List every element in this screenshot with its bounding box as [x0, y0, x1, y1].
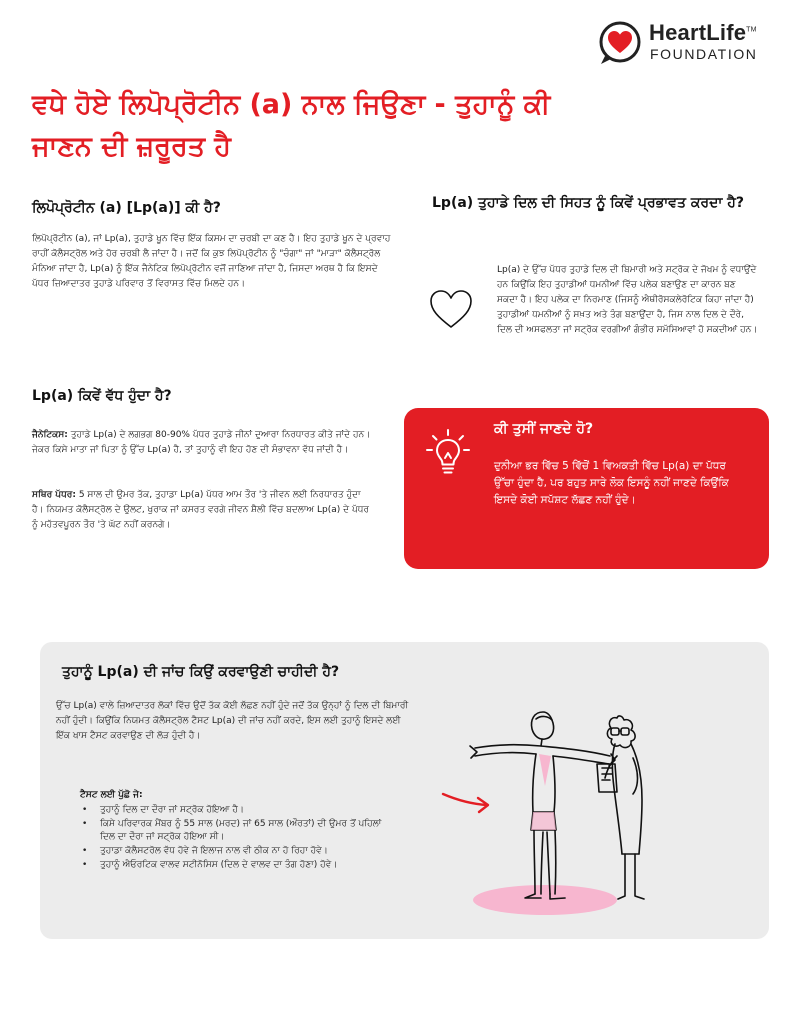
list-item: • ਤੁਹਾਨੂੰ ਐਓਰਟਿਕ ਵਾਲਵ ਸਟੀਨੋਸਿਸ (ਦਿਲ ਦੇ ਵਾਲਵ ਦਾ ਤੰਗ ਹੋਣਾ) ਹੋਵੇ। — [82, 860, 338, 870]
stable-level-paragraph — [32, 488, 372, 533]
list-item: • ਕਿਸੇ ਪਰਿਵਾਰਕ ਮੈਂਬਰ ਨੂੰ 55 ਸਾਲ (ਮਰਦ) ਜਾਂ 65 ਸਾਲ (ਔਰਤਾਂ) ਦੀ ਉਮਰ ਤੋਂ ਪਹਿਲਾਂ ਦਿਲ ਦਾ ਦੌਰਾ ਜਾਂ ਸਟ੍ਰੋਕ ਹੋਇਆ ਸੀ। — [82, 819, 382, 842]
callout-heading: ਕੀ ਤੁਸੀਂ ਜਾਣਦੇ ਹੋ? — [494, 421, 594, 437]
brand-name: HeartLife™ — [649, 20, 757, 45]
how-lpa-rises-heading: Lp(a) ਕਿਵੇਂ ਵੱਧ ਹੁੰਦਾ ਹੈ? — [32, 388, 172, 404]
heart-health-body: Lp(a) ਦੇ ਉੱਚ ਪੱਧਰ ਤੁਹਾਡੇ ਦਿਲ ਦੀ ਬਿਮਾਰੀ ਅਤੇ ਸਟ੍ਰੋਕ ਦੇ ਜੋਖਮ ਨੂੰ ਵਧਾਉਂਦੇ ਹਨ ਕਿਉਂਕਿ ਇਹ ਤੁਹਾਡੀਆਂ ਧਮਨੀਆਂ ਵਿੱਚ ਪਲੇਕ ਬਣਾਉਣ ਦਾ ਕਾਰਨ ਬਣ ਸਕਦਾ ਹੈ। ਇਹ ਪਲੇਕ ਦਾ ਨਿਰਮਾਣ (ਜਿਸਨੂੰ ਐਥੀਰੋਸਕਲੇਰੋਟਿਕ ਕਿਹਾ ਜਾਂਦਾ ਹੈ) ਤੁਹਾਡੀਆਂ ਧਮਨੀਆਂ ਨੂੰ ਸਖ਼ਤ ਅਤੇ ਤੰਗ ਬਣਾਉਂਦਾ ਹੈ, ਜਿਸ ਨਾਲ ਦਿਲ ਦੇ ਦੌਰੇ, ਦਿਲ ਦੀ ਅਸਫਲਤਾ ਜਾਂ ਸਟ੍ਰੋਕ ਵਰਗੀਆਂ ਗੰਭੀਰ ਸਮੱਸਿਆਵਾਂ ਹੋ ਸਕਦੀਆਂ ਹਨ। — [497, 265, 758, 335]
did-you-know-callout — [404, 408, 769, 569]
genetics-text: ਤੁਹਾਡੇ Lp(a) ਦੇ ਲਗਭਗ 80-90% ਪੱਧਰ ਤੁਹਾਡੇ ਜੀਨਾਂ ਦੁਆਰਾ ਨਿਰਧਾਰਤ ਕੀਤੇ ਜਾਂਦੇ ਹਨ। ਜੇਕਰ ਕਿਸੇ ਮਾਤਾ ਜਾਂ ਪਿਤਾ ਨੂੰ ਉੱਚ Lp(a) ਹੈ, ਤਾਂ ਤੁਹਾਨੂੰ ਵੀ ਇਹ ਹੋਣ ਦੀ ਸੰਭਾਵਨਾ ਵੱਧ ਜਾਂਦੀ ਹੈ। — [32, 430, 371, 455]
genetics-label: ਜੈਨੇਟਿਕਸ: — [32, 430, 68, 440]
stable-level-label: ਸਥਿਰ ਪੱਧਰ: — [32, 490, 76, 500]
heartlife-logo — [597, 18, 777, 68]
lightbulb-icon — [424, 428, 472, 480]
patient-and-doctor-illustration — [435, 682, 735, 932]
ask-for-test-list — [80, 804, 390, 873]
stable-level-text: 5 ਸਾਲ ਦੀ ਉਮਰ ਤੱਕ, ਤੁਹਾਡਾ Lp(a) ਪੱਧਰ ਆਮ ਤੌਰ 'ਤੇ ਜੀਵਨ ਲਈ ਨਿਰਧਾਰਤ ਹੁੰਦਾ ਹੈ। ਨਿਯਮਤ ਕੋਲੈਸਟ੍ਰੋਲ ਦੇ ਉਲਟ, ਖੁਰਾਕ ਜਾਂ ਕਸਰਤ ਵਰਗੇ ਜੀਵਨ ਸ਼ੈਲੀ ਵਿੱਚ ਬਦਲਾਅ Lp(a) ਦੇ ਪੱਧਰ ਨੂੰ ਮਹੱਤਵਪੂਰਨ ਤੌਰ 'ਤੇ ਘੱਟ ਨਹੀਂ ਕਰਨਗੇ। — [32, 490, 369, 530]
why-test-body: ਉੱਚ Lp(a) ਵਾਲੇ ਜ਼ਿਆਦਾਤਰ ਲੋਕਾਂ ਵਿੱਚ ਉਦੋਂ ਤੱਕ ਕੋਈ ਲੱਛਣ ਨਹੀਂ ਹੁੰਦੇ ਜਦੋਂ ਤੱਕ ਉਨ੍ਹਾਂ ਨੂੰ ਦਿਲ ਦੀ ਬਿਮਾਰੀ ਨਹੀਂ ਹੁੰਦੀ। ਕਿਉਂਕਿ ਨਿਯਮਤ ਕੋਲੈਸਟ੍ਰੋਲ ਟੈਸਟ Lp(a) ਦੀ ਜਾਂਚ ਨਹੀਂ ਕਰਦੇ, ਇਸ ਲਈ ਤੁਹਾਨੂੰ ਇਸਦੇ ਲਈ ਇੱਕ ਖਾਸ ਟੈਸਟ ਕਰਵਾਉਣ ਦੀ ਲੋੜ ਹੁੰਦੀ ਹੈ। — [56, 701, 409, 741]
bullet-marker: • — [82, 860, 88, 870]
testing-panel — [40, 642, 769, 939]
ask-for-test-heading: ਟੈਸਟ ਲਈ ਪੁੱਛੋ ਜੇ: — [80, 790, 143, 800]
heart-health-heading: Lp(a) ਤੁਹਾਡੇ ਦਿਲ ਦੀ ਸਿਹਤ ਨੂੰ ਕਿਵੇਂ ਪ੍ਰਭਾਵਤ ਕਰਦਾ ਹੈ? — [432, 195, 744, 211]
why-test-heading: ਤੁਹਾਨੂੰ Lp(a) ਦੀ ਜਾਂਚ ਕਿਉਂ ਕਰਵਾਉਣੀ ਚਾਹੀਦੀ ਹੈ? — [62, 664, 340, 680]
list-item: • ਤੁਹਾਡਾ ਕੋਲੈਸਟਰੋਲ ਵੱਧ ਹੋਵੇ ਜੋ ਇਲਾਜ ਨਾਲ ਵੀ ਠੀਕ ਨਾ ਹੋ ਰਿਹਾ ਹੋਵੇ। — [82, 846, 328, 856]
brand-subtitle: FOUNDATION — [650, 46, 758, 62]
what-is-lpa-heading: ਲਿਪੋਪ੍ਰੋਟੀਨ (a) [Lp(a)] ਕੀ ਹੈ? — [32, 200, 221, 216]
page-title: ਵਧੇ ਹੋਏ ਲਿਪੋਪ੍ਰੋਟੀਨ (a) ਨਾਲ ਜਿਉਣਾ - ਤੁਹਾਨੂੰ ਕੀ ਜਾਣਨ ਦੀ ਜ਼ਰੂਰਤ ਹੈ — [32, 89, 551, 162]
what-is-lpa-body: ਲਿਪੋਪ੍ਰੋਟੀਨ (a), ਜਾਂ Lp(a), ਤੁਹਾਡੇ ਖੂਨ ਵਿੱਚ ਇੱਕ ਕਿਸਮ ਦਾ ਚਰਬੀ ਦਾ ਕਣ ਹੈ। ਇਹ ਤੁਹਾਡੇ ਖੂਨ ਦੇ ਪ੍ਰਵਾਹ ਰਾਹੀਂ ਕੋਲੈਸਟ੍ਰੋਲ ਅਤੇ ਹੋਰ ਚਰਬੀ ਲੈ ਜਾਂਦਾ ਹੈ। ਜਦੋਂ ਕਿ ਕੁਝ ਲਿਪੋਪ੍ਰੋਟੀਨ ਨੂੰ "ਚੰਗਾ" ਜਾਂ "ਮਾੜਾ" ਕੋਲੈਸਟ੍ਰੋਲ ਮੰਨਿਆ ਜਾਂਦਾ ਹੈ, Lp(a) ਨੂੰ ਇੱਕ ਜੈਨੇਟਿਕ ਲਿਪੋਪ੍ਰੋਟੀਨ ਵਜੋਂ ਜਾਣਿਆ ਜਾਂਦਾ ਹੈ, ਜਿਸਦਾ ਅਰਥ ਹੈ ਕਿ ਇਸਦੇ ਪੱਧਰ ਜ਼ਿਆਦਾਤਰ ਤੁਹਾਡੇ ਪਰਿਵਾਰ ਤੋਂ ਵਿਰਾਸਤ ਵਿੱਚ ਮਿਲਦੇ ਹਨ। — [32, 234, 391, 289]
callout-body: ਦੁਨੀਆ ਭਰ ਵਿੱਚ 5 ਵਿੱਚੋਂ 1 ਵਿਅਕਤੀ ਵਿੱਚ Lp(a) ਦਾ ਪੱਧਰ ਉੱਚਾ ਹੁੰਦਾ ਹੈ, ਪਰ ਬਹੁਤ ਸਾਰੇ ਲੋਕ ਇਸਨੂੰ ਨਹੀਂ ਜਾਣਦੇ ਕਿਉਂਕਿ ਇਸਦੇ ਕੋਈ ਸਪੱਸ਼ਟ ਲੱਛਣ ਨਹੀਂ ਹੁੰਦੇ। — [494, 460, 729, 506]
bullet-marker: • — [82, 846, 88, 856]
bullet-marker: • — [82, 805, 88, 815]
list-item: • ਤੁਹਾਨੂੰ ਦਿਲ ਦਾ ਦੌਰਾ ਜਾਂ ਸਟ੍ਰੋਕ ਹੋਇਆ ਹੈ। — [82, 805, 244, 815]
heart-speech-bubble-logo-icon — [597, 20, 643, 66]
heart-outline-icon — [428, 287, 474, 331]
trademark-mark: TM — [746, 26, 757, 34]
genetics-paragraph — [32, 428, 372, 458]
bullet-marker: • — [82, 819, 88, 829]
